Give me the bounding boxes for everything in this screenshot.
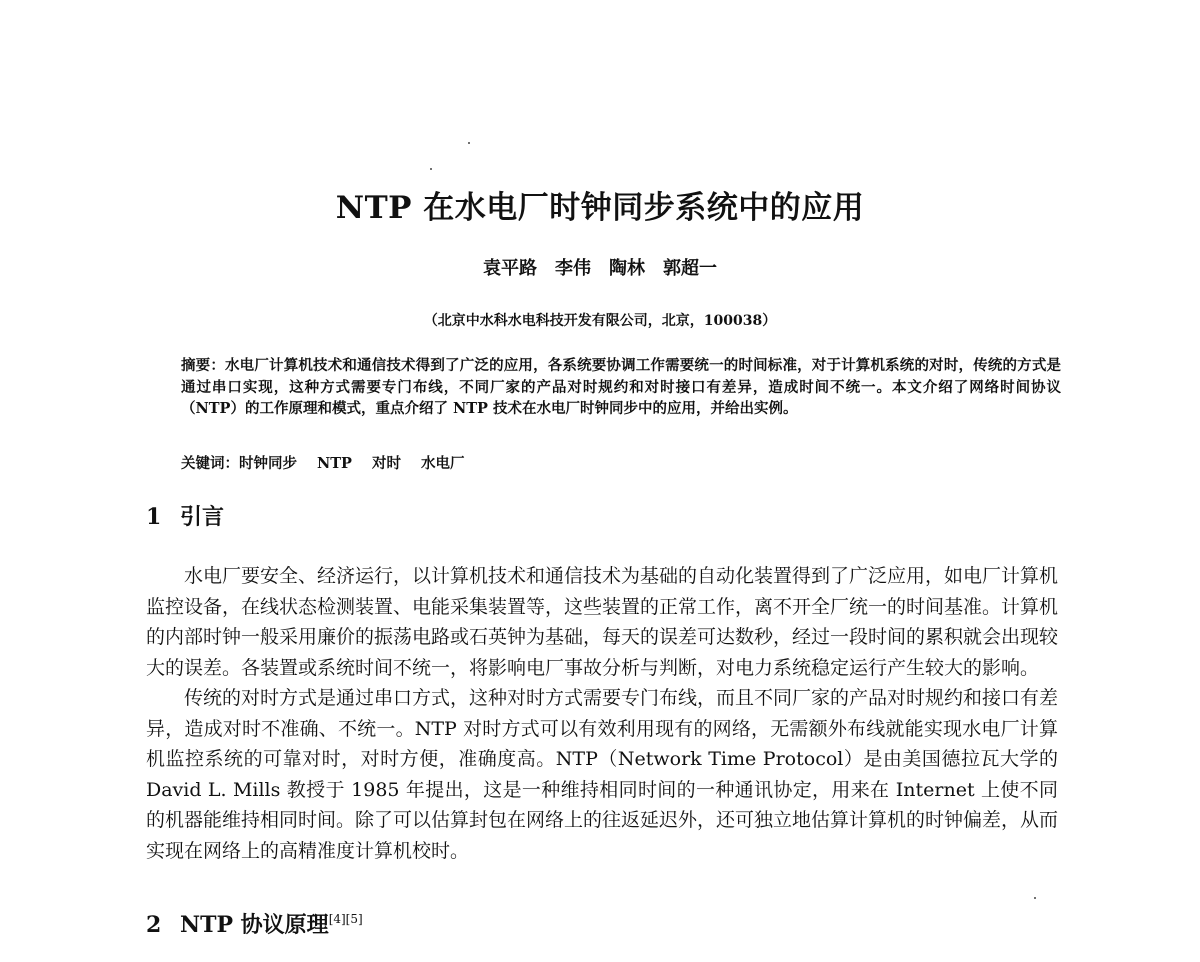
abstract [181, 355, 1061, 420]
abstract-text: 水电厂计算机技术和通信技术得到了广泛的应用，各系统要协调工作需要统一的时间标准，对于计算机系统的对时，传统的方式是通过串口实现，这种方式需要专门布线，不同厂家的产品对时规约和对时接口有差异，造成时间不统一。本文介绍了网络时间协议（NTP）的工作原理和模式，重点介绍了 NTP 技术在水电厂时钟同步中的应用，并给出实例。 [181, 357, 1062, 417]
paper-authors: 袁平路 李伟 陶林 郭超一 [483, 258, 717, 279]
paragraph: 传统的对时方式是通过串口方式，这种对时方式需要专门布线，而且不同厂家的产品对时规约和接口有差异，造成对时不准确、不统一。NTP 对时方式可以有效利用现有的网络，无需额外布线就能实现水电厂计算机监控系统的可靠对时，对时方便，准确度高。NTP（Network Time Protocol）是由美国德拉瓦大学的 David L. Mills 教授于 1985 年提出，这是一种维持相同时间的一种通讯协定，用来在 Internet 上使不同的机器能维持相同时间。除了可以估算封包在网络上的往返延迟外，还可独立地估算计算机的时钟偏差，从而实现在网络上的高精准度计算机校时。 [146, 687, 1059, 862]
scan-speck [468, 142, 470, 144]
paragraph: 水电厂要安全、经济运行，以计算机技术和通信技术为基础的自动化装置得到了广泛应用，如电厂计算机监控设备，在线状态检测装置、电能采集装置等，这些装置的正常工作，离不开全厂统一的时间基准。计算机的内部时钟一般采用廉价的振荡电路或石英钟为基础，每天的误差可达数秒，经过一段时间的累积就会出现较大的误差。各装置或系统时间不统一，将影响电厂事故分析与判断，对电力系统稳定运行产生较大的影响。 [146, 565, 1059, 679]
citation-refs: [4][5] [328, 912, 363, 926]
paper-title: NTP 在水电厂时钟同步系统中的应用 [335, 190, 865, 226]
section-title: 引言 [180, 504, 225, 530]
section-title: NTP 协议原理 [180, 912, 329, 938]
paper-affiliation: （北京中水科水电科技开发有限公司，北京，100038） [423, 313, 777, 329]
scan-speck [430, 168, 432, 170]
keyword: 水电厂 [420, 455, 465, 472]
section-heading [146, 500, 224, 531]
scan-speck [1034, 897, 1036, 899]
keyword: NTP [317, 455, 352, 472]
section-heading [146, 908, 363, 939]
section-number: 2 [146, 912, 162, 938]
keyword: 对时 [371, 455, 401, 472]
section-number: 1 [146, 504, 162, 530]
section-body [146, 561, 1058, 866]
keywords [181, 453, 1061, 475]
keyword: 时钟同步 [239, 455, 297, 472]
abstract-label: 摘要： [181, 357, 226, 374]
keywords-label: 关键词： [181, 455, 239, 472]
